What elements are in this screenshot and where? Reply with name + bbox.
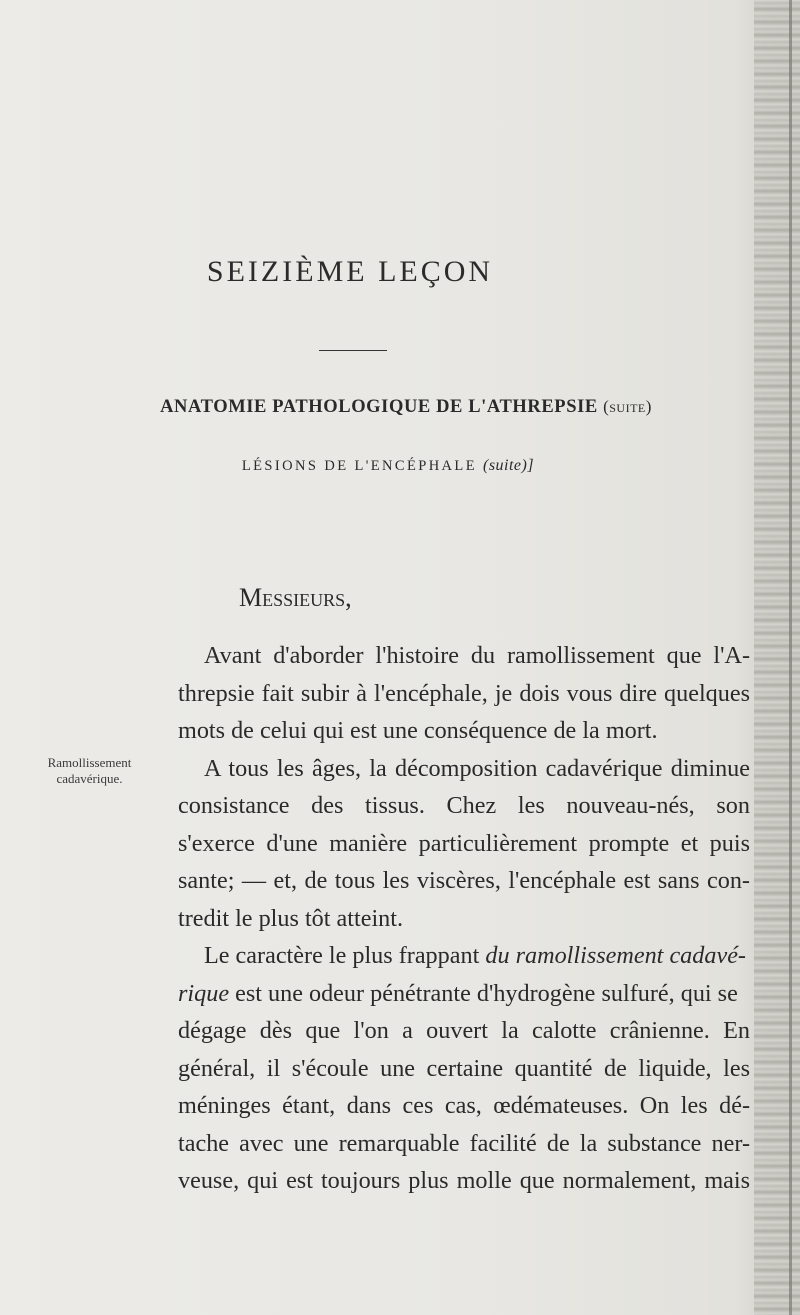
text-line: sante; — et, de tous les viscères, l'encéphale est sans con- bbox=[178, 867, 750, 894]
text-line: méninges étant, dans ces cas, œdémateuses. On les dé- bbox=[178, 1092, 750, 1119]
chapter-subtitle bbox=[0, 397, 800, 418]
text-line: tredit le plus tôt atteint. bbox=[178, 904, 404, 932]
page-edge bbox=[754, 0, 800, 1315]
heading-rule bbox=[319, 350, 387, 351]
margin-note-line: cadavérique. bbox=[56, 771, 123, 786]
section-title bbox=[0, 457, 776, 475]
text-run-italic: rique bbox=[178, 979, 230, 1007]
text-line bbox=[178, 975, 750, 1013]
text-run-italic: du ramollissement cadavé- bbox=[485, 942, 746, 969]
text-line bbox=[178, 937, 750, 975]
text-line: s'exerce d'une manière particulièrement prompte et puis bbox=[178, 829, 750, 857]
section-main: LÉSIONS DE L'ENCÉPHALE bbox=[241, 458, 477, 474]
salutation-text: Messieurs, bbox=[239, 583, 352, 612]
text-line: threpsie fait subir à l'encéphale, je dois vous dire quelques bbox=[178, 679, 750, 707]
text-line: mots de celui qui est une conséquence de la mort. bbox=[178, 717, 658, 744]
text-run: est une odeur pénétrante d'hydrogène sulfuré, qui se bbox=[229, 979, 738, 1007]
salutation bbox=[239, 583, 352, 613]
text-line: veuse, qui est toujours plus molle que normalement, mais bbox=[178, 1167, 750, 1194]
text-line: tache avec une remarquable facilité de la substance ner- bbox=[178, 1129, 750, 1157]
text-line: général, il s'écoule une certaine quantité de liquide, les bbox=[178, 1054, 750, 1082]
body-text bbox=[178, 637, 750, 1200]
lesson-heading: SEIZIÈME LEÇON bbox=[206, 255, 494, 288]
subtitle-suite: (suite) bbox=[603, 397, 652, 416]
text-line: Avant d'aborder l'histoire du ramollissement que l'A- bbox=[204, 642, 750, 669]
text-run: Le caractère le plus frappant bbox=[204, 942, 486, 969]
margin-note-line: Ramollissement bbox=[47, 755, 132, 770]
section-suite: (suite)] bbox=[482, 457, 535, 474]
text-line: A tous les âges, la décomposition cadavérique diminue bbox=[204, 754, 750, 782]
text-line: dégage dès que l'on a ouvert la calotte crânienne. En bbox=[178, 1017, 750, 1044]
subtitle-main: ANATOMIE PATHOLOGIQUE DE L'ATHREPSIE bbox=[160, 397, 598, 417]
text-line: consistance des tissus. Chez les nouveau-nés, son bbox=[178, 792, 750, 819]
margin-note bbox=[2, 755, 177, 787]
